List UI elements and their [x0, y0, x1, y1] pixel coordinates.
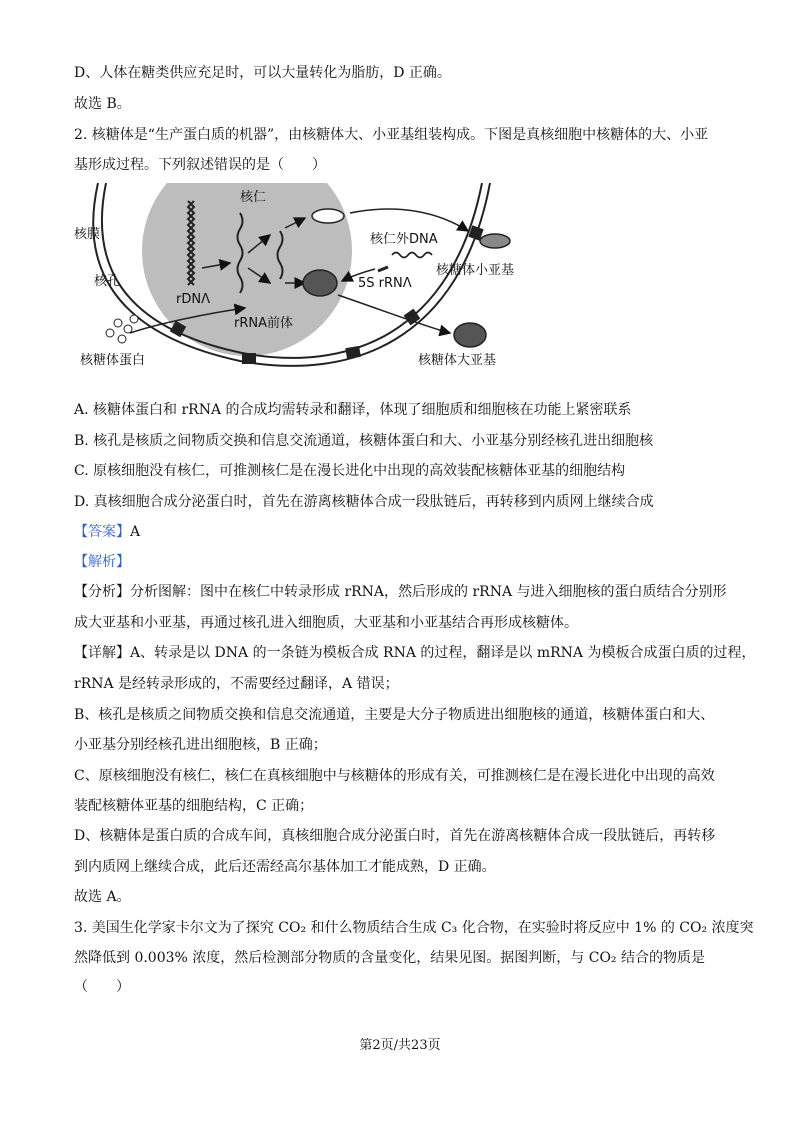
detail-line-4: 小亚基分别经核孔进出细胞核，B 正确；: [74, 737, 327, 753]
detail-tag: 【详解】: [74, 645, 130, 661]
question-3-blank: （ ）: [74, 979, 130, 995]
label-small-subunit: 核糖体小亚基: [436, 263, 515, 278]
detail-text: A、转录是以 DNA 的一条链为模板合成 RNA 的过程，翻译是以 mRNA 为模板合成蛋白质的过程，: [130, 645, 756, 661]
label-nuclear-pore: 核孔: [94, 274, 121, 289]
final-answer: 故选 A。: [74, 889, 131, 905]
question-3-stem-cont: 然降低到 0.003% 浓度，然后检测部分物质的含量变化，结果见图。据图判断，与 CO₂ 结合的物质是: [74, 950, 705, 966]
option-d: D. 真核细胞合成分泌蛋白时，首先在游离核糖体合成一段肽链后，再转移到内质网上继续合成: [74, 494, 654, 510]
small-subunit-cytoplasm: [480, 234, 510, 248]
ribosomal-protein: [106, 329, 114, 337]
answer-choice: 故选 B。: [74, 96, 131, 112]
small-subunit-in-nucleolus: [312, 209, 344, 223]
analysis-line-2: 成大亚基和小亚基，再通过核孔进入细胞质，大亚基和小亚基结合再形成核糖体。: [74, 615, 578, 631]
detail-line-7: D、核糖体是蛋白质的合成车间，真核细胞合成分泌蛋白时，首先在游离核糖体合成一段肽链后，再转移: [74, 828, 716, 844]
answer-tag: 【答案】: [74, 524, 130, 540]
nuclear-pore: [242, 353, 256, 364]
label-nucleolus: 核仁: [240, 190, 267, 205]
rrna-5s-strand: [378, 267, 388, 271]
large-subunit-cytoplasm: [454, 323, 486, 347]
question-3-stem: 3. 美国生化学家卡尔文为了探究 CO₂ 和什么物质结合生成 C₃ 化合物，在实验时将反应中 1% 的 CO₂ 浓度突: [74, 920, 754, 936]
label-rrna-precursor: rRNA前体: [234, 316, 293, 331]
detail-line-1: [74, 643, 755, 663]
option-d-conclusion: D、人体在糖类供应充足时，可以大量转化为脂肪，D 正确。: [74, 65, 451, 81]
analysis-text: 分析图解：图中在核仁中转录形成 rRNA，然后形成的 rRNA 与进入细胞核的蛋白质结合分别形: [130, 584, 727, 600]
detail-line-5: C、原核细胞没有核仁，核仁在真核细胞中与核糖体的形成有关，可推测核仁是在漫长进化中出现的高效: [74, 768, 715, 784]
question-2-stem: 2. 核糖体是“生产蛋白质的机器”，由核糖体大、小亚基组装构成。下图是真核细胞中核糖体的大、小亚: [74, 127, 709, 143]
analysis-tag: 【分析】: [74, 584, 130, 600]
analysis-line-1: [74, 582, 727, 602]
label-5s-rrna: 5S rRNΛ: [358, 276, 412, 291]
detail-line-6: 装配核糖体亚基的细胞结构，C 正确；: [74, 798, 314, 814]
ribosomal-protein: [124, 325, 132, 333]
analysis-heading: 【解析】: [74, 554, 130, 570]
label-extranucleolar-dna: 核仁外DNA: [370, 232, 438, 247]
question-2-stem-cont: 基形成过程。下列叙述错误的是（ ）: [74, 157, 326, 173]
option-a: A. 核糖体蛋白和 rRNA 的合成均需转录和翻译，体现了细胞质和细胞核在功能上紧密联系: [74, 402, 632, 418]
option-b: B. 核孔是核质之间物质交换和信息交流通道，核糖体蛋白和大、小亚基分别经核孔进出细胞核: [74, 433, 654, 449]
large-subunit-in-nucleolus: [303, 270, 337, 296]
label-large-subunit: 核糖体大亚基: [418, 353, 497, 368]
option-c: C. 原核细胞没有核仁，可推测核仁是在漫长进化中出现的高效装配核糖体亚基的细胞结构: [74, 463, 626, 479]
label-ribosomal-protein: 核糖体蛋白: [80, 353, 146, 368]
extranucleolar-dna-helix: [392, 253, 432, 258]
detail-line-3: B、核孔是核质之间物质交换和信息交流通道，主要是大分子物质进出细胞核的通道，核糖体蛋白和大、: [74, 707, 715, 723]
page-number: 第2页/共23页: [359, 1038, 441, 1053]
ribosomal-protein: [118, 335, 126, 343]
ribosome-formation-diagram: [70, 183, 520, 383]
answer-value: A: [130, 524, 141, 540]
label-rdna: rDNΛ: [176, 292, 210, 307]
detail-line-2: rRNA 是经转录形成的，不需要经过翻译，A 错误；: [74, 676, 399, 692]
label-nuclear-membrane: 核膜: [74, 227, 101, 242]
ribosomal-protein: [130, 315, 138, 323]
detail-line-8: 到内质网上继续合成，此后还需经高尔基体加工才能成熟，D 正确。: [74, 859, 496, 875]
answer-line: [74, 522, 140, 542]
ribosomal-protein: [114, 319, 122, 327]
